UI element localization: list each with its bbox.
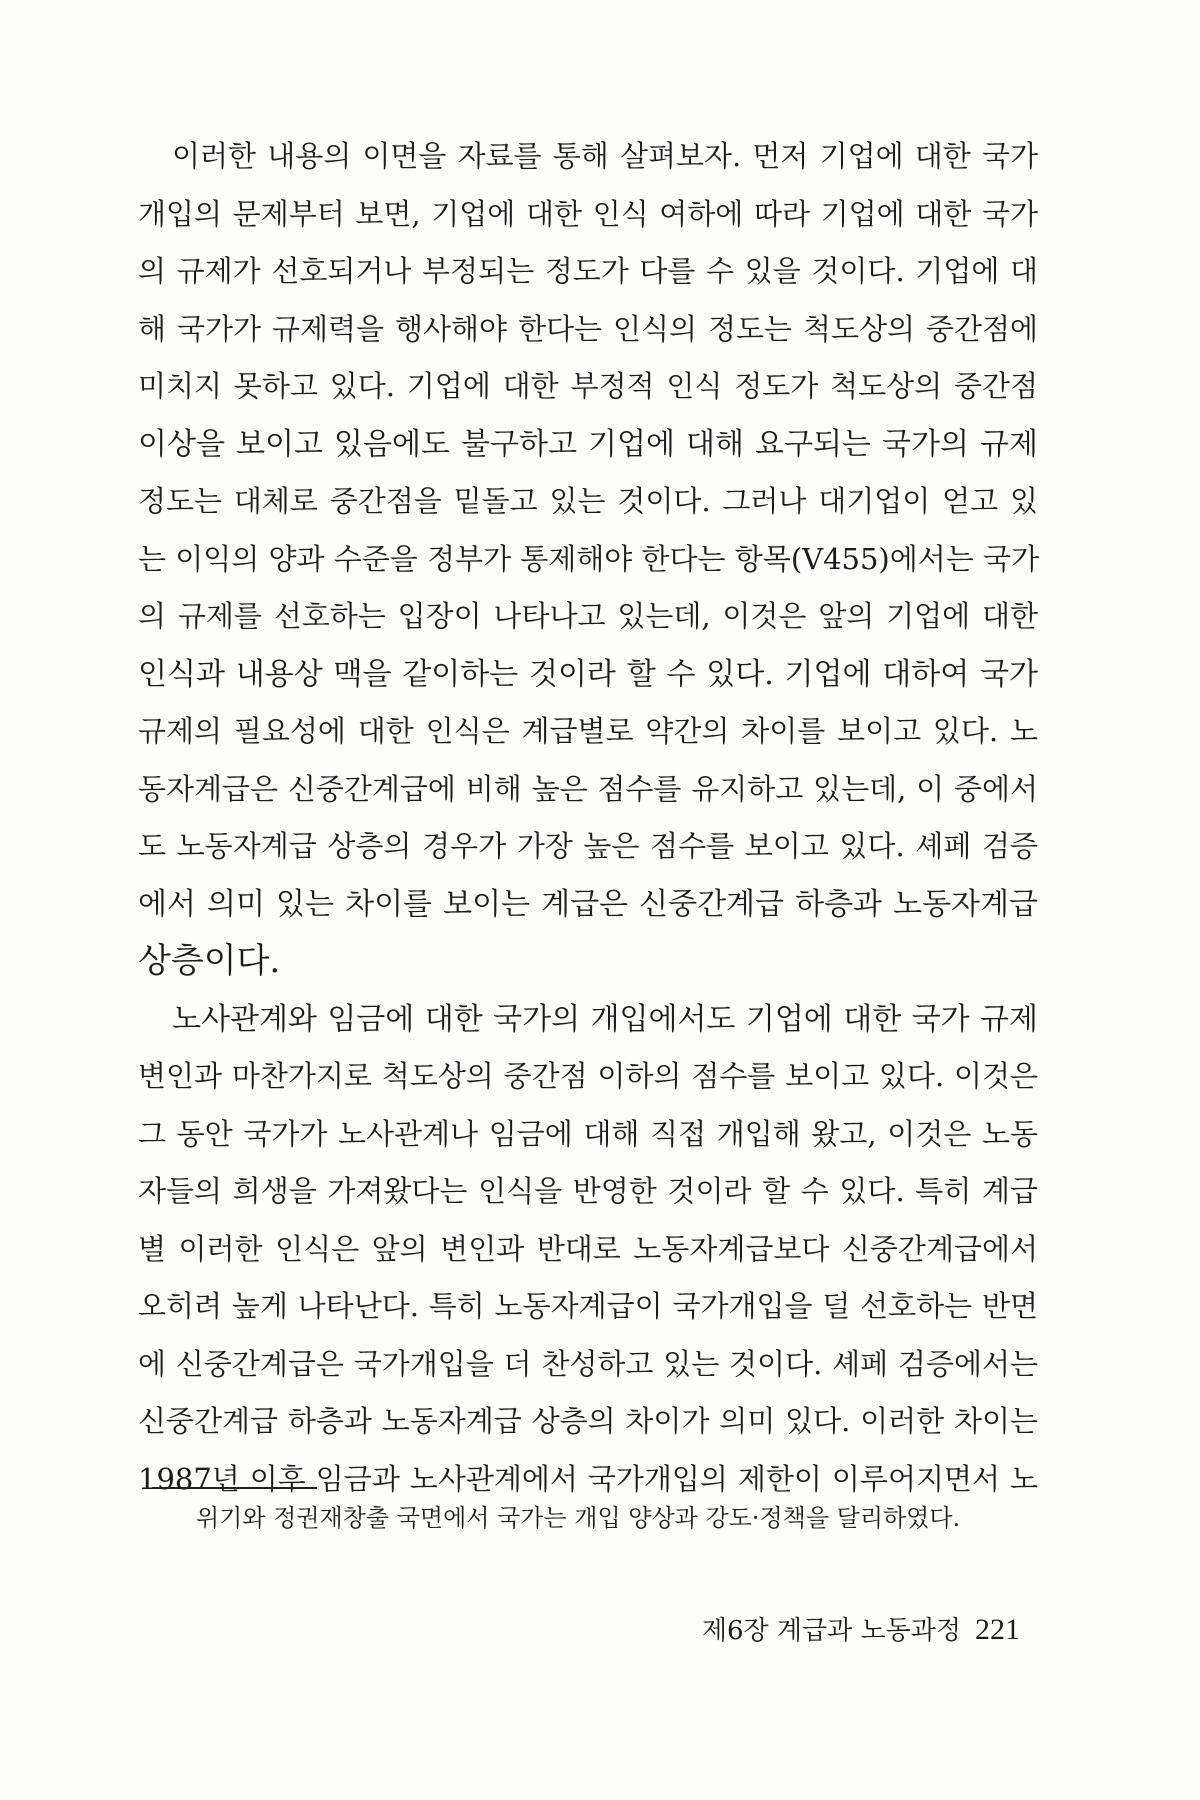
paragraph-1-line-7: 정도는 대체로 중간점을 밑돌고 있는 것이다. 그러나 대기업이 얻고 있 bbox=[138, 484, 1038, 518]
paragraph-1-line-10: 인식과 내용상 맥을 같이하는 것이라 할 수 있다. 기업에 대하여 국가 bbox=[138, 656, 1038, 692]
page-number: 221 bbox=[975, 1613, 1020, 1646]
paragraph-2-line-3: 그 동안 국가가 노사관계나 임금에 대해 직접 개입해 왔고, 이것은 노동 bbox=[138, 1116, 1038, 1151]
paragraph-2-line-9: 1987년 이후 임금과 노사관계에서 국가개입의 제한이 이루어지면서 노 bbox=[138, 1461, 1038, 1496]
paragraph-2-line-7: 에 신중간계급은 국가개입을 더 찬성하고 있는 것이다. 셰페 검증에서는 bbox=[138, 1346, 1038, 1381]
paragraph-1-line-13: 도 노동자계급 상층의 경우가 가장 높은 점수를 보이고 있다. 셰페 검증 bbox=[138, 829, 1038, 863]
paragraph-2-line-4: 자들의 희생을 가져왔다는 인식을 반영한 것이라 할 수 있다. 특히 계급 bbox=[138, 1174, 1038, 1208]
paragraph-1-line-9: 의 규제를 선호하는 입장이 나타나고 있는데, 이것은 앞의 기업에 대한 bbox=[138, 599, 1038, 633]
body-text bbox=[138, 128, 1038, 1508]
paragraph-1-line-11: 규제의 필요성에 대한 인식은 계급별로 약간의 차이를 보이고 있다. 노 bbox=[138, 714, 1038, 748]
paragraph-1-line-12: 동자계급은 신중간계급에 비해 높은 점수를 유지하고 있는데, 이 중에서 bbox=[138, 771, 1038, 806]
paragraph-1-line-4: 해 국가가 규제력을 행사해야 한다는 인식의 정도는 척도상의 중간점에 bbox=[138, 311, 1038, 346]
paragraph-2-line-8: 신중간계급 하층과 노동자계급 상층의 차이가 의미 있다. 이러한 차이는 bbox=[138, 1404, 1038, 1438]
paragraph-1-line-3: 의 규제가 선호되거나 부정되는 정도가 다를 수 있을 것이다. 기업에 대 bbox=[138, 254, 1038, 288]
paragraph-1-line-5: 미치지 못하고 있다. 기업에 대한 부정적 인식 정도가 척도상의 중간점 bbox=[138, 369, 1038, 403]
chapter-title: 제6장 계급과 노동과정 bbox=[701, 1616, 961, 1646]
footnote-divider bbox=[152, 1487, 317, 1489]
paragraph-1-line-1: 이러한 내용의 이면을 자료를 통해 살펴보자. 먼저 기업에 대한 국가 bbox=[172, 139, 1038, 173]
paragraph-2-line-1: 노사관계와 임금에 대한 국가의 개입에서도 기업에 대한 국가 규제 bbox=[172, 1001, 1038, 1037]
footnote: 위기와 정권재창출 국면에서 국가는 개입 양상과 강도·정책을 달리하였다. bbox=[196, 1504, 961, 1532]
paragraph-1-line-15: 상층이다. bbox=[138, 941, 281, 981]
paragraph-1-line-6: 이상을 보이고 있음에도 불구하고 기업에 대해 요구되는 국가의 규제 bbox=[138, 426, 1038, 462]
paragraph-1-line-2: 개입의 문제부터 보면, 기업에 대한 인식 여하에 따라 기업에 대한 국가 bbox=[138, 196, 1038, 231]
paragraph-1-line-14: 에서 의미 있는 차이를 보이는 계급은 신중간계급 하층과 노동자계급 bbox=[138, 886, 1038, 922]
paragraph-2-line-6: 오히려 높게 나타난다. 특히 노동자계급이 국가개입을 덜 선호하는 반면 bbox=[138, 1289, 1038, 1323]
paragraph-1-line-8: 는 이익의 양과 수준을 정부가 통제해야 한다는 항목(V455)에서는 국가 bbox=[138, 541, 1040, 576]
paragraph-2-line-5: 별 이러한 인식은 앞의 변인과 반대로 노동자계급보다 신중간계급에서 bbox=[138, 1231, 1038, 1266]
paragraph-2-line-2: 변인과 마찬가지로 척도상의 중간점 이하의 점수를 보이고 있다. 이것은 bbox=[138, 1059, 1038, 1093]
running-footer bbox=[680, 1610, 1020, 1651]
